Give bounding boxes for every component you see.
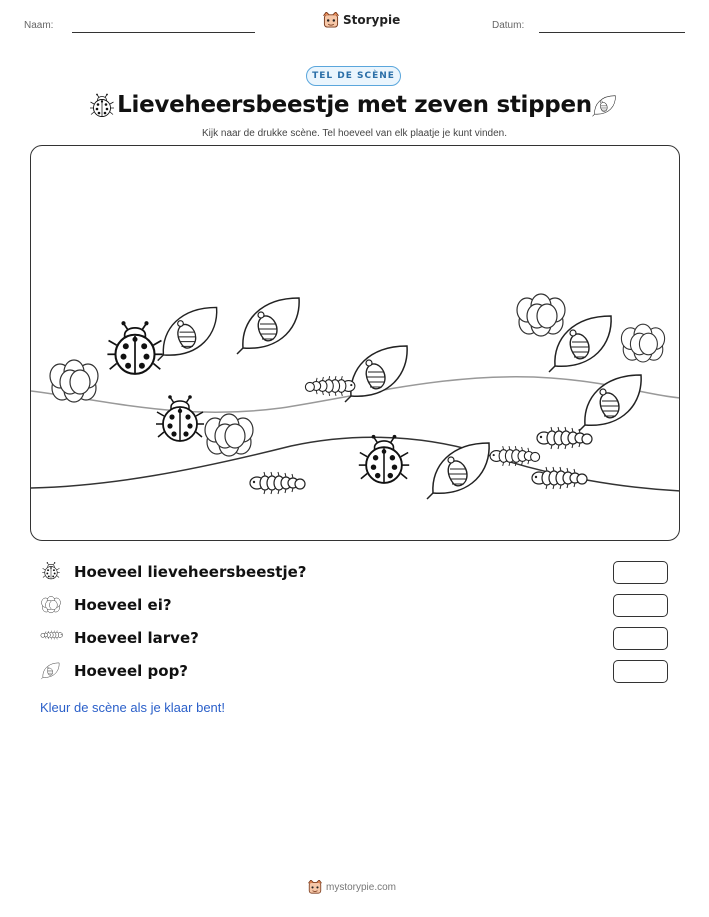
scene-eggs-4 [621, 324, 664, 362]
page-subtitle: Kijk naar de drukke scène. Tel hoeveel van elk plaatje je kunt vinden. [201, 128, 507, 139]
question-row-pupa [40, 660, 670, 684]
question-text: Hoeveel pop? [74, 662, 189, 680]
answer-box-egg[interactable] [613, 594, 668, 617]
storypie-logo-icon [308, 880, 322, 894]
question-row-ladybug [40, 561, 670, 585]
scene-larva-4 [537, 427, 592, 449]
color-instruction: Kleur de scène als je klaar bent! [40, 700, 225, 715]
name-line[interactable] [72, 32, 255, 33]
scene-eggs-1 [50, 360, 98, 402]
answer-box-ladybug[interactable] [613, 561, 668, 584]
pupa-icon [40, 660, 62, 682]
question-text: Hoeveel ei? [74, 596, 172, 614]
pupa-icon [591, 92, 619, 120]
scene-eggs-3 [517, 294, 565, 336]
storypie-logo-icon [323, 12, 339, 28]
scene-frame [30, 145, 680, 541]
ladybug-icon [40, 561, 62, 583]
scene-ladybug-1 [107, 321, 162, 374]
date-line[interactable] [539, 32, 685, 33]
scene-ladybug-2 [156, 395, 204, 441]
scene-pupa-3 [345, 346, 407, 402]
scene-larva-2 [250, 472, 305, 494]
date-label: Datum: [492, 20, 525, 31]
scene-ladybug-3 [359, 435, 409, 483]
scene-pupa-1 [158, 307, 217, 360]
scene-pupa-6 [579, 375, 641, 431]
question-row-egg [40, 594, 670, 618]
name-label: Naam: [24, 20, 54, 31]
larva-icon [40, 627, 64, 643]
scene-larva-1 [305, 376, 355, 396]
scene-eggs-2 [205, 414, 253, 456]
brand-name: Storypie [343, 13, 401, 27]
question-row-larva [40, 627, 670, 651]
footer-url[interactable]: mystorypie.com [326, 881, 397, 893]
question-text: Hoeveel lieveheersbeestje? [74, 563, 307, 581]
question-text: Hoeveel larve? [74, 629, 199, 647]
scene-pupa-4 [427, 443, 489, 499]
footer [308, 880, 396, 894]
egg-cluster-icon [40, 594, 62, 616]
scene-pupa-2 [237, 298, 299, 354]
section-badge: TEL DE SCÈNE [306, 66, 401, 86]
brand-logo [323, 12, 400, 28]
answer-box-larva[interactable] [613, 627, 668, 650]
page-title: Lieveheersbeestje met zeven stippen [117, 92, 592, 118]
scene-illustration [31, 146, 680, 541]
answer-box-pupa[interactable] [613, 660, 668, 683]
